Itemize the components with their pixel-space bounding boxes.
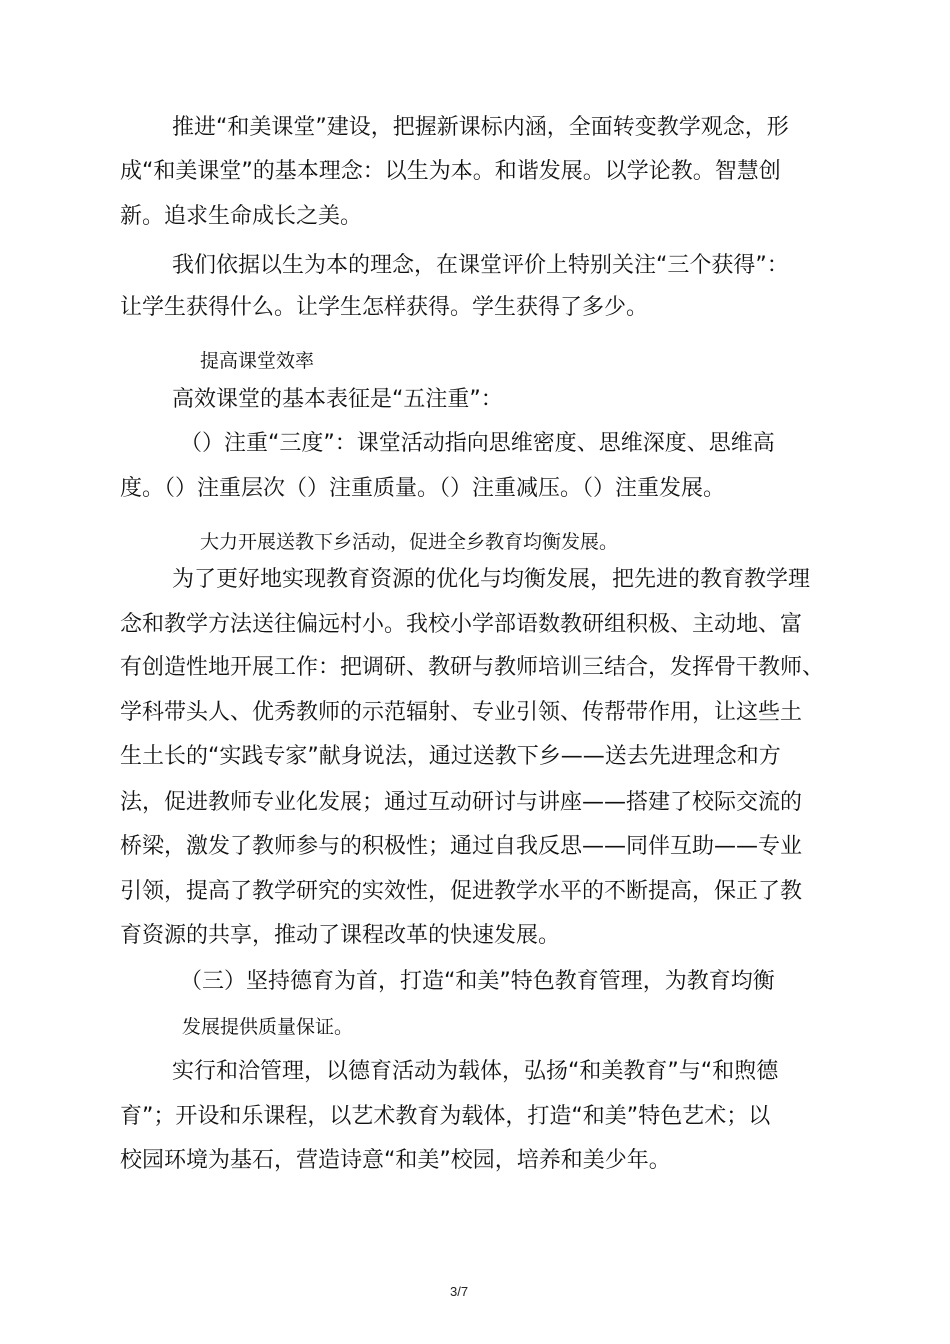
paragraph-line: 有创造性地开展工作：把调研、教研与教师培训三结合，发挥骨干教师、	[120, 655, 825, 680]
paragraph-line: 实行和洽管理，以德育活动为载体，弘扬“和美教育”与“和煦德	[172, 1059, 779, 1084]
section-heading: 大力开展送教下乡活动，促进全乡教育均衡发展。	[200, 531, 619, 553]
paragraph-line: 育”；开设和乐课程，以艺术教育为载体，打造“和美”特色艺术；以	[120, 1104, 771, 1129]
paragraph-line: 推进“和美课堂”建设，把握新课标内涵，全面转变教学观念，形	[172, 115, 789, 140]
paragraph-line: 高效课堂的基本表征是“五注重”：	[172, 387, 503, 412]
paragraph-line: 成“和美课堂”的基本理念：以生为本。和谐发展。以学论教。智慧创	[120, 159, 781, 184]
section-heading: 提高课堂效率	[200, 350, 315, 372]
paragraph-line: 新。追求生命成长之美。	[120, 204, 363, 229]
paragraph-line: 生土长的“实践专家”献身说法，通过送教下乡——送去先进理念和方	[120, 744, 781, 769]
paragraph-line: 念和教学方法送往偏远村小。我校小学部语数教研组积极、主动地、富	[120, 612, 803, 637]
paragraph-line: 为了更好地实现教育资源的优化与均衡发展，把先进的教育教学理	[172, 567, 811, 592]
paragraph-line: 我们依据以生为本的理念，在课堂评价上特别关注“三个获得”：	[172, 253, 789, 278]
paragraph-line: 法，促进教师专业化发展；通过互动研讨与讲座——搭建了校际交流的	[120, 790, 803, 815]
page-number: 3/7	[450, 1284, 469, 1299]
paragraph-line: 让学生获得什么。让学生怎样获得。学生获得了多少。	[120, 295, 649, 320]
paragraph-line: 桥梁，激发了教师参与的积极性；通过自我反思——同伴互助——专业	[120, 834, 803, 859]
paragraph-line: 度。（）注重层次（）注重质量。（）注重减压。（）注重发展。	[120, 476, 726, 501]
section-heading: 发展提供质量保证。	[182, 1016, 354, 1038]
paragraph-line: （）注重“三度”：课堂活动指向思维密度、思维深度、思维高	[180, 431, 775, 456]
paragraph-line: 育资源的共享，推动了课程改革的快速发展。	[120, 923, 561, 948]
section-heading: （三）坚持德育为首，打造“和美”特色教育管理，为教育均衡	[180, 969, 775, 994]
paragraph-line: 引领，提高了教学研究的实效性，促进教学水平的不断提高，保正了教	[120, 879, 803, 904]
paragraph-line: 校园环境为基石，营造诗意“和美”校园，培养和美少年。	[120, 1148, 671, 1173]
paragraph-line: 学科带头人、优秀教师的示范辐射、专业引领、传帮带作用，让这些土	[120, 700, 803, 725]
